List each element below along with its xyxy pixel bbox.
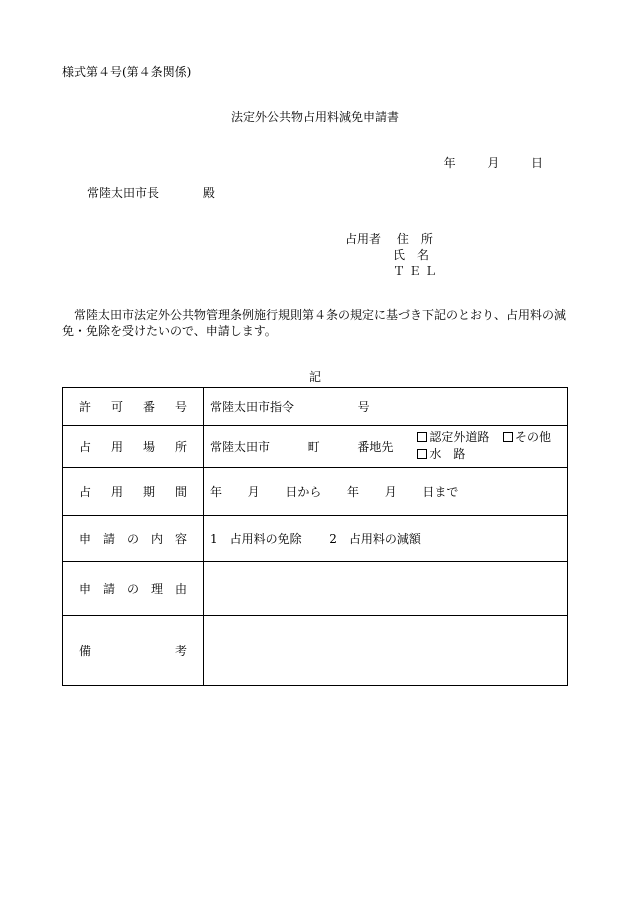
period-month: 月 (247, 485, 260, 499)
tel-label: Ｔ Ｅ Ｌ (393, 264, 437, 278)
period-year2: 年 (347, 485, 360, 499)
content-value (204, 516, 568, 562)
date-year: 年 (443, 156, 456, 170)
reason-label: 申請の理由 (63, 562, 204, 616)
reason-value[interactable] (204, 562, 568, 616)
period-year: 年 (210, 485, 223, 499)
option-label: 水 路 (429, 447, 466, 461)
permit-no-prefix: 常陸太田市指令 (210, 400, 295, 414)
page-title: 法定外公共物占用料減免申請書 (230, 110, 399, 124)
permit-no-suffix: 号 (357, 400, 370, 414)
location-city: 常陸太田市 (210, 440, 271, 454)
addressee-name: 常陸太田市長 (87, 186, 160, 200)
permit-no-label: 許可番号 (63, 388, 204, 426)
applicant-block (345, 231, 437, 279)
honorific: 殿 (202, 186, 215, 200)
table-row (63, 388, 568, 426)
location-lot: 番地先 (357, 440, 394, 454)
application-table (62, 387, 568, 686)
table-row (63, 562, 568, 616)
date-day: 日 (530, 156, 543, 170)
remarks-label-b: 考 (174, 644, 187, 658)
body-text: 常陸太田市法定外公共物管理条例施行規則第４条の規定に基づき下記のとおり、占用料の減免・免除を受けたいので、申請します。 (62, 308, 567, 338)
table-row (63, 426, 568, 468)
checkbox[interactable] (503, 432, 513, 442)
date-month: 月 (487, 156, 500, 170)
permit-no-value (204, 388, 568, 426)
content-option-exempt: 1 占用料の免除 (210, 532, 302, 546)
option-label: その他 (514, 430, 551, 444)
option-label: 認定外道路 (429, 430, 490, 444)
location-label: 占用場所 (63, 426, 204, 468)
content-option-reduce: 2 占用料の減額 (329, 532, 421, 546)
table-row (63, 468, 568, 516)
checkbox[interactable] (417, 449, 427, 459)
remarks-label (63, 616, 204, 686)
name-label: 氏 名 (393, 248, 430, 262)
ki-heading: 記 (308, 370, 321, 384)
table-row (63, 516, 568, 562)
remarks-label-a: 備 (79, 644, 92, 658)
period-month2: 月 (384, 485, 397, 499)
remarks-value[interactable] (204, 616, 568, 686)
table-row (63, 616, 568, 686)
location-town: 町 (307, 440, 320, 454)
applicant-label: 占用者 (345, 232, 382, 246)
content-label: 申請の内容 (63, 516, 204, 562)
period-value (204, 468, 568, 516)
date-line (444, 154, 543, 171)
location-value (204, 426, 568, 468)
location-type-options (417, 429, 551, 463)
period-from: 日から (285, 485, 322, 499)
checkbox[interactable] (417, 432, 427, 442)
form-number: 様式第４号(第４条関係) (62, 65, 192, 79)
period-label: 占用期間 (63, 468, 204, 516)
addressee (87, 184, 215, 201)
address-label: 住 所 (396, 232, 433, 246)
period-to: 日まで (422, 485, 459, 499)
